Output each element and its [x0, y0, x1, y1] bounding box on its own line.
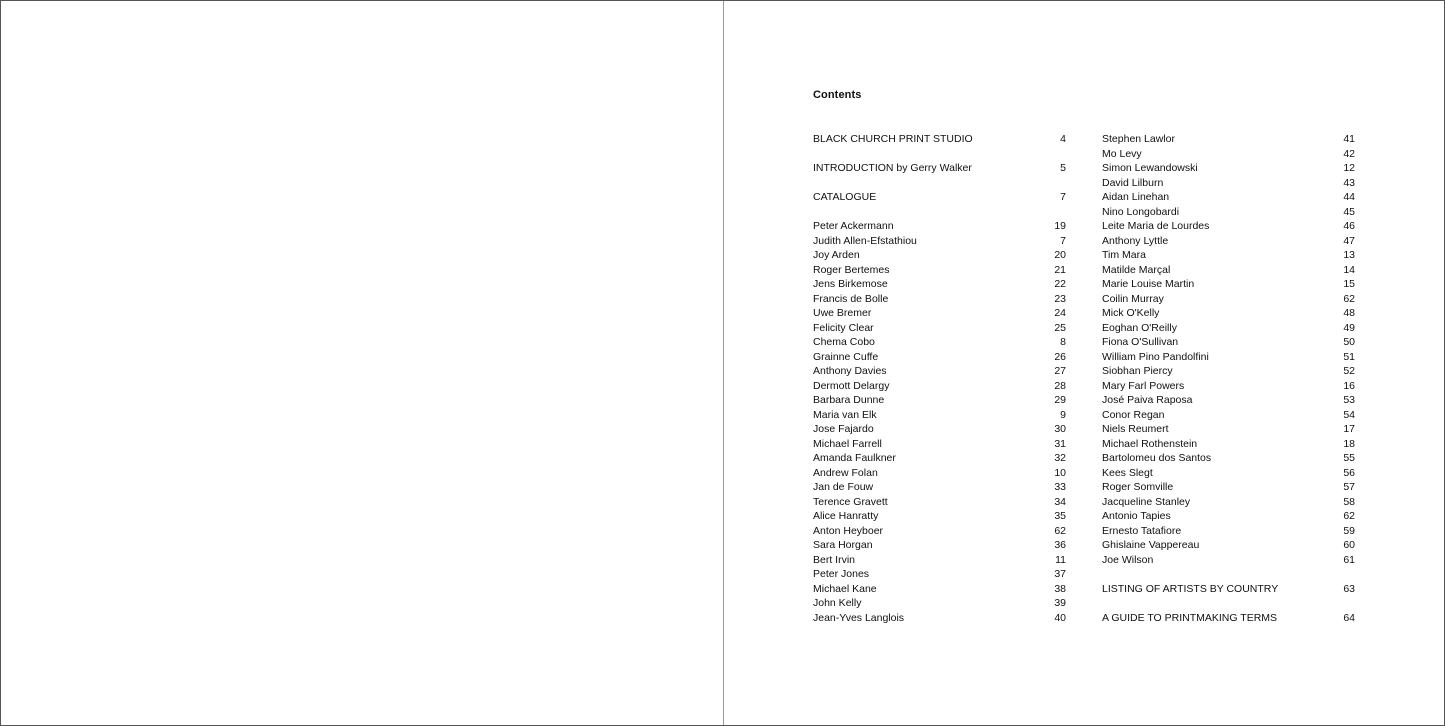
- entry-page-number: 28: [1054, 379, 1066, 392]
- entry-page-number: 20: [1054, 249, 1066, 261]
- entry-label: Aidan Linehan: [1102, 191, 1170, 203]
- entry-label: Anton Heyboer: [813, 524, 884, 537]
- entry-page-number: 18: [1343, 437, 1355, 450]
- contents-entry: [1102, 495, 1355, 510]
- entry-label: CATALOGUE: [813, 191, 877, 203]
- entry-label: Jens Birkemose: [813, 278, 888, 290]
- contents-entry: [813, 306, 1066, 321]
- entry-page-number: 22: [1054, 278, 1066, 290]
- entry-page-number: 49: [1343, 321, 1355, 334]
- entry-page-number: 38: [1054, 582, 1066, 595]
- contents-entry: [813, 582, 1066, 597]
- entry-page-number: 29: [1054, 394, 1066, 406]
- contents-entry: [1102, 335, 1355, 350]
- contents-entry: [813, 132, 1066, 147]
- contents-entry: [813, 248, 1066, 263]
- contents-spacer: [1102, 596, 1355, 611]
- contents-entry: [813, 611, 1066, 626]
- contents-entry: [1102, 611, 1355, 626]
- contents-spacer: [813, 147, 1066, 162]
- entry-label: Eoghan O'Reilly: [1102, 321, 1177, 334]
- entry-label: Michael Kane: [813, 582, 877, 595]
- entry-label: William Pino Pandolfini: [1102, 350, 1209, 363]
- entry-label: Alice Hanratty: [813, 510, 879, 522]
- entry-label: Siobhan Piercy: [1102, 365, 1173, 377]
- contents-entry: [813, 524, 1066, 539]
- contents-entry: [813, 437, 1066, 452]
- contents-entry: [813, 422, 1066, 437]
- contents-entry: [1102, 321, 1355, 336]
- entry-page-number: 54: [1343, 408, 1355, 421]
- entry-page-number: 61: [1343, 553, 1355, 566]
- contents-entry: [813, 263, 1066, 278]
- entry-label: Nino Longobardi: [1102, 205, 1180, 218]
- entry-page-number: 46: [1343, 220, 1355, 232]
- entry-page-number: 17: [1343, 423, 1355, 435]
- contents-entry: [1102, 364, 1355, 379]
- entry-label: Roger Somville: [1102, 481, 1174, 493]
- entry-page-number: 39: [1054, 597, 1066, 609]
- entry-label: LISTING OF ARTISTS BY COUNTRY: [1102, 582, 1279, 595]
- entry-page-number: 30: [1054, 423, 1066, 435]
- contents-entry: [1102, 263, 1355, 278]
- entry-label: Bert Irvin: [813, 553, 856, 566]
- entry-label: Francis de Bolle: [813, 292, 889, 305]
- entry-page-number: 62: [1054, 524, 1066, 537]
- entry-page-number: 26: [1054, 350, 1066, 363]
- contents-entry: [813, 408, 1066, 423]
- contents-column-right: [1102, 132, 1355, 625]
- entry-label: A GUIDE TO PRINTMAKING TERMS: [1102, 611, 1278, 624]
- contents-entry: [813, 219, 1066, 234]
- contents-entry: [813, 509, 1066, 524]
- entry-page-number: 52: [1343, 365, 1355, 377]
- contents-title: Contents: [813, 89, 862, 101]
- contents-spacer: [813, 205, 1066, 220]
- entry-page-number: 4: [1060, 133, 1066, 145]
- entry-label: Michael Rothenstein: [1102, 437, 1198, 450]
- contents-entry: [1102, 524, 1355, 539]
- entry-label: Marie Louise Martin: [1102, 278, 1195, 290]
- entry-label: Tim Mara: [1102, 249, 1146, 261]
- contents-entry: [813, 161, 1066, 176]
- entry-page-number: 5: [1060, 162, 1066, 174]
- entry-page-number: 59: [1343, 524, 1355, 537]
- entry-page-number: 14: [1343, 263, 1355, 276]
- entry-page-number: 58: [1343, 495, 1355, 508]
- entry-page-number: 15: [1343, 278, 1355, 290]
- entry-page-number: 53: [1343, 394, 1355, 406]
- entry-label: Roger Bertemes: [813, 263, 890, 276]
- entry-page-number: 40: [1054, 611, 1066, 624]
- contents-entry: [1102, 147, 1355, 162]
- contents-entry: [1102, 277, 1355, 292]
- entry-label: John Kelly: [813, 597, 862, 609]
- entry-page-number: 8: [1060, 336, 1066, 348]
- entry-page-number: 45: [1343, 205, 1355, 218]
- entry-page-number: 9: [1060, 408, 1066, 421]
- entry-label: Anthony Lyttle: [1102, 234, 1169, 247]
- contents-entry: [1102, 219, 1355, 234]
- entry-label: Ghislaine Vappereau: [1102, 539, 1200, 551]
- contents-spacer: [1102, 567, 1355, 582]
- entry-page-number: 36: [1054, 539, 1066, 551]
- contents-entry: [813, 190, 1066, 205]
- entry-page-number: 7: [1060, 191, 1066, 203]
- contents-entry: [1102, 509, 1355, 524]
- contents-entry: [1102, 553, 1355, 568]
- contents-entry: [1102, 422, 1355, 437]
- entry-page-number: 33: [1054, 481, 1066, 493]
- entry-page-number: 56: [1343, 466, 1355, 479]
- entry-label: Mick O'Kelly: [1102, 307, 1160, 319]
- entry-label: José Paiva Raposa: [1102, 394, 1193, 406]
- entry-label: Jacqueline Stanley: [1102, 495, 1191, 508]
- entry-label: Felicity Clear: [813, 321, 874, 334]
- entry-page-number: 12: [1343, 162, 1355, 174]
- entry-label: Michael Farrell: [813, 437, 882, 450]
- contents-entry: [813, 538, 1066, 553]
- entry-page-number: 7: [1060, 234, 1066, 247]
- left-page-blank: [1, 1, 723, 725]
- entry-page-number: 47: [1343, 234, 1355, 247]
- contents-entry: [1102, 451, 1355, 466]
- entry-label: Grainne Cuffe: [813, 350, 879, 363]
- contents-entry: [1102, 538, 1355, 553]
- entry-page-number: 50: [1343, 336, 1355, 348]
- entry-page-number: 64: [1343, 611, 1355, 624]
- contents-entry: [1102, 234, 1355, 249]
- entry-label: Leite Maria de Lourdes: [1102, 220, 1210, 232]
- entry-label: Anthony Davies: [813, 365, 887, 377]
- contents-entry: [1102, 480, 1355, 495]
- entry-page-number: 32: [1054, 452, 1066, 464]
- entry-page-number: 25: [1054, 321, 1066, 334]
- entry-label: David Lilburn: [1102, 176, 1164, 189]
- contents-entry: [813, 321, 1066, 336]
- entry-label: Matilde Marçal: [1102, 263, 1171, 276]
- entry-page-number: 27: [1054, 365, 1066, 377]
- contents-entry: [813, 234, 1066, 249]
- entry-label: Terence Gravett: [813, 495, 888, 508]
- entry-label: Sara Horgan: [813, 539, 873, 551]
- entry-page-number: 44: [1343, 191, 1355, 203]
- entry-page-number: 16: [1343, 379, 1355, 392]
- entry-label: Conor Regan: [1102, 408, 1165, 421]
- entry-page-number: 11: [1055, 553, 1066, 566]
- contents-entry: [1102, 176, 1355, 191]
- contents-entry: [813, 393, 1066, 408]
- entry-label: Peter Ackermann: [813, 220, 894, 232]
- entry-label: Amanda Faulkner: [813, 452, 896, 464]
- entry-page-number: 24: [1054, 307, 1066, 319]
- contents-entry: [813, 495, 1066, 510]
- contents-entry: [813, 480, 1066, 495]
- entry-page-number: 19: [1054, 220, 1066, 232]
- contents-entry: [813, 350, 1066, 365]
- entry-page-number: 63: [1343, 582, 1355, 595]
- entry-page-number: 62: [1343, 292, 1355, 305]
- entry-label: Barbara Dunne: [813, 394, 885, 406]
- entry-page-number: 42: [1343, 147, 1355, 160]
- entry-page-number: 21: [1054, 263, 1066, 276]
- entry-label: Andrew Folan: [813, 466, 878, 479]
- entry-label: Jose Fajardo: [813, 423, 874, 435]
- contents-entry: [813, 553, 1066, 568]
- contents-column-left: [813, 132, 1066, 625]
- contents-entry: [1102, 205, 1355, 220]
- entry-label: Niels Reumert: [1102, 423, 1169, 435]
- entry-label: Antonio Tapies: [1102, 510, 1171, 522]
- contents-entry: [813, 379, 1066, 394]
- contents-entry: [813, 466, 1066, 481]
- contents-entry: [813, 567, 1066, 582]
- contents-entry: [1102, 161, 1355, 176]
- entry-page-number: 43: [1343, 176, 1355, 189]
- entry-page-number: 41: [1343, 133, 1355, 145]
- entry-label: Uwe Bremer: [813, 307, 872, 319]
- entry-page-number: 13: [1343, 249, 1355, 261]
- entry-label: Bartolomeu dos Santos: [1102, 452, 1212, 464]
- contents-entry: [1102, 437, 1355, 452]
- contents-entry: [1102, 132, 1355, 147]
- contents-entry: [1102, 350, 1355, 365]
- contents-entry: [1102, 466, 1355, 481]
- entry-label: Coilin Murray: [1102, 292, 1164, 305]
- entry-page-number: 51: [1343, 350, 1355, 363]
- entry-page-number: 37: [1054, 568, 1066, 580]
- contents-entry: [1102, 190, 1355, 205]
- contents-entry: [813, 596, 1066, 611]
- entry-page-number: 35: [1054, 510, 1066, 522]
- entry-page-number: 48: [1343, 307, 1355, 319]
- entry-label: INTRODUCTION by Gerry Walker: [813, 162, 972, 174]
- entry-label: Jean-Yves Langlois: [813, 611, 905, 624]
- entry-label: Maria van Elk: [813, 408, 877, 421]
- entry-page-number: 62: [1343, 510, 1355, 522]
- contents-entry: [1102, 379, 1355, 394]
- contents-spacer: [813, 176, 1066, 191]
- entry-label: Joe Wilson: [1102, 553, 1154, 566]
- contents-entry: [1102, 306, 1355, 321]
- contents-entry: [813, 364, 1066, 379]
- contents-entry: [1102, 582, 1355, 597]
- entry-label: Jan de Fouw: [813, 481, 874, 493]
- entry-label: BLACK CHURCH PRINT STUDIO: [813, 133, 973, 145]
- entry-page-number: 34: [1054, 495, 1066, 508]
- entry-label: Mo Levy: [1102, 147, 1142, 160]
- contents-entry: [1102, 393, 1355, 408]
- entry-page-number: 31: [1054, 437, 1066, 450]
- entry-page-number: 23: [1054, 292, 1066, 305]
- entry-label: Ernesto Tatafiore: [1102, 524, 1182, 537]
- contents-entry: [1102, 292, 1355, 307]
- entry-page-number: 60: [1343, 539, 1355, 551]
- entry-label: Stephen Lawlor: [1102, 133, 1175, 145]
- entry-page-number: 57: [1343, 481, 1355, 493]
- entry-label: Fiona O'Sullivan: [1102, 336, 1179, 348]
- entry-label: Joy Arden: [813, 249, 860, 261]
- contents-entry: [1102, 248, 1355, 263]
- entry-label: Dermott Delargy: [813, 379, 890, 392]
- entry-label: Chema Cobo: [813, 336, 875, 348]
- contents-entry: [1102, 408, 1355, 423]
- entry-page-number: 10: [1054, 466, 1066, 479]
- contents-entry: [813, 451, 1066, 466]
- entry-label: Kees Slegt: [1102, 466, 1153, 479]
- entry-label: Peter Jones: [813, 568, 870, 580]
- contents-page: [724, 1, 1444, 725]
- entry-label: Judith Allen-Efstathiou: [813, 234, 917, 247]
- entry-label: Mary Farl Powers: [1102, 379, 1185, 392]
- contents-entry: [813, 292, 1066, 307]
- contents-entry: [813, 277, 1066, 292]
- entry-page-number: 55: [1343, 452, 1355, 464]
- contents-entry: [813, 335, 1066, 350]
- entry-label: Simon Lewandowski: [1102, 162, 1198, 174]
